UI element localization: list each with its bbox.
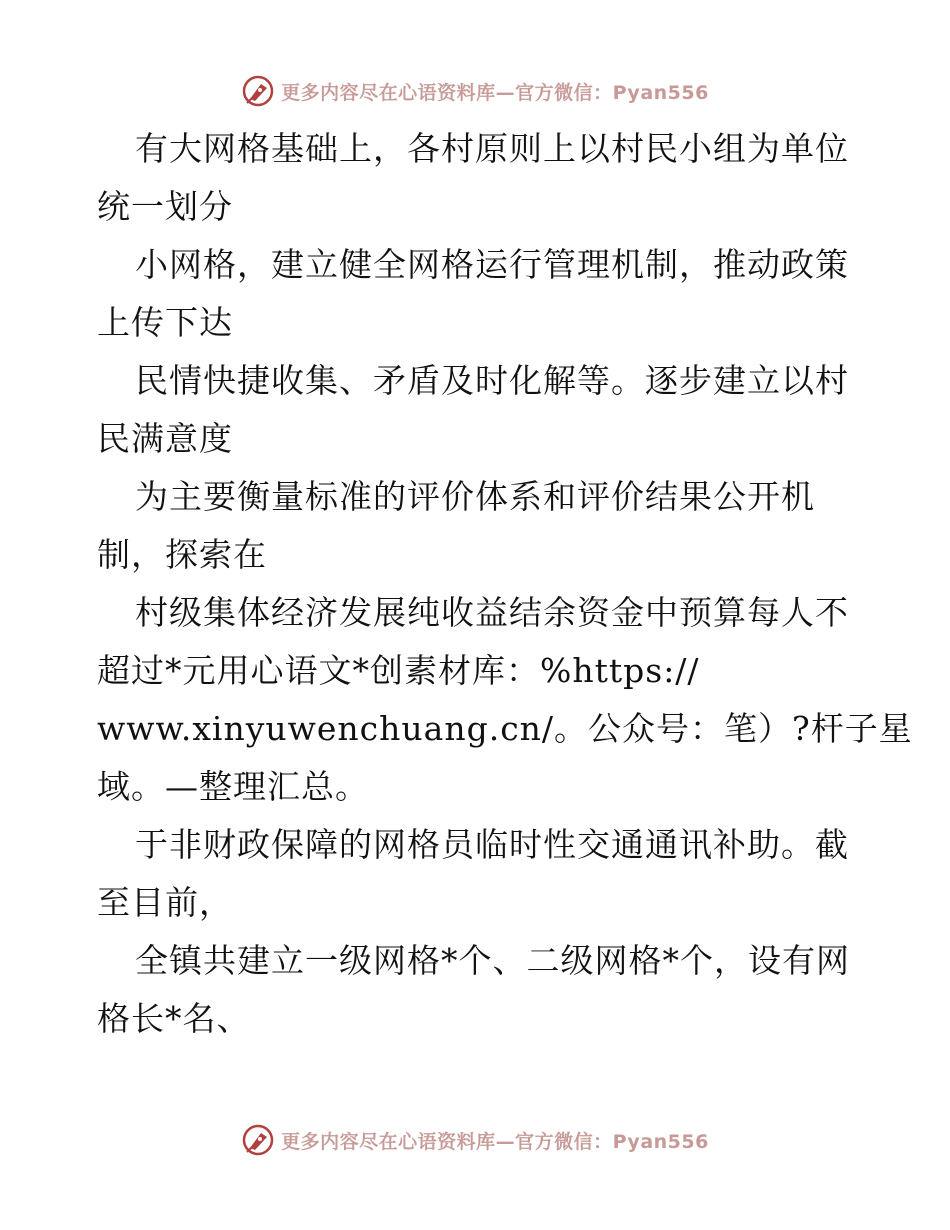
paragraph-first-line: 民情快捷收集、矛盾及时化解等。逐步建立以村 — [135, 361, 849, 400]
paragraph-first-line: 于非财政保障的网格员临时性交通通讯补助。截 — [135, 825, 849, 864]
paragraph-line: 超过*元用心语文*创素材库：%https:// — [97, 651, 700, 690]
paragraph-first-line: 全镇共建立一级网格*个、二级网格*个，设有网 — [135, 941, 850, 980]
paragraph-line: 上传下达 — [97, 303, 233, 342]
watermark-text: 更多内容尽在心语资料库—官方微信：Pyan556 — [281, 81, 709, 104]
paragraph-line: 域。—整理汇总。 — [97, 767, 369, 806]
paragraph-first-line: 小网格，建立健全网格运行管理机制，推动政策 — [135, 245, 849, 284]
paragraph-first-line: 有大网格基础上，各村原则上以村民小组为单位 — [135, 129, 849, 168]
paragraph-line: 民满意度 — [97, 419, 233, 458]
paragraph-line: 统一划分 — [97, 187, 233, 226]
paragraph-line: 格长*名、 — [97, 999, 251, 1038]
watermark-text: 更多内容尽在心语资料库—官方微信：Pyan556 — [281, 1130, 709, 1153]
paragraph-line: 至目前， — [97, 883, 233, 922]
paragraph-first-line: 村级集体经济发展纯收益结余资金中预算每人不 — [135, 593, 849, 632]
pen-nib-logo-icon — [241, 74, 275, 108]
paragraph-first-line: 为主要衡量标准的评价体系和评价结果公开机 — [135, 477, 815, 516]
paragraph-line: www.xinyuwenchuang.cn/。公众号：笔）?杆子星 — [97, 709, 913, 748]
footer-watermark — [0, 1120, 950, 1160]
header-watermark — [0, 71, 950, 111]
paragraph-line: 制，探索在 — [97, 535, 267, 574]
pen-nib-logo-icon — [241, 1123, 275, 1157]
document-body — [97, 120, 913, 1048]
